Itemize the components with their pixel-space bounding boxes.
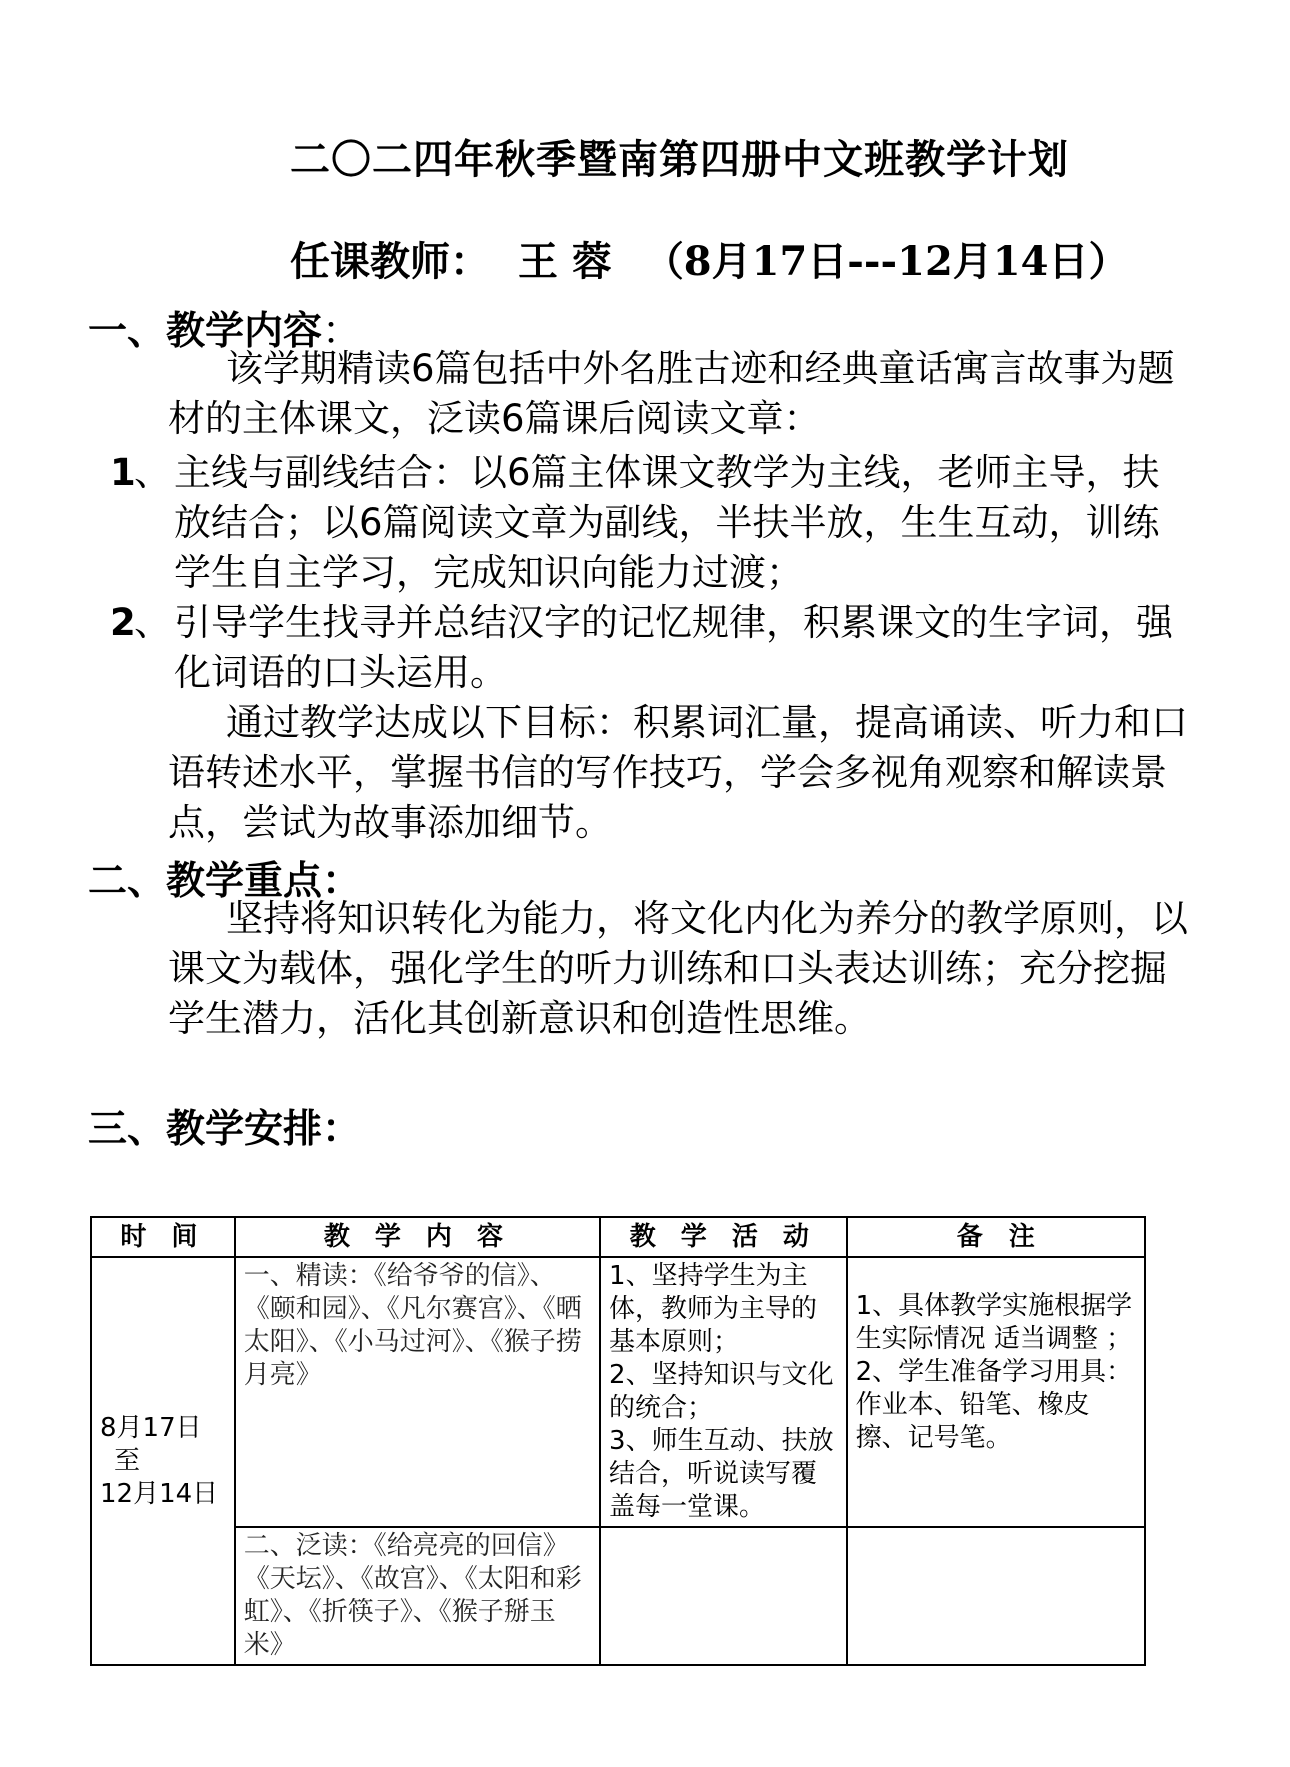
activity-item: 1、坚持学生为主体，教师为主导的基本原则；	[609, 1261, 818, 1357]
header-activities: 教 学 活 动	[600, 1217, 847, 1257]
time-start: 8月17日	[100, 1412, 202, 1443]
section1-heading-colon: ：	[322, 309, 362, 354]
section3-heading-colon: ：	[322, 1107, 362, 1152]
activity-item: 2、坚持知识与文化的统合；	[609, 1360, 834, 1423]
item-number: 1	[110, 451, 136, 494]
empty-notes-cell	[847, 1527, 1145, 1665]
section1-goals: 通过教学达成以下目标：积累词汇量，提高诵读、听力和口语转述水平，掌握书信的写作技巧，学会多视角观察和解读景点，尝试为故事添加细节。	[168, 701, 1188, 844]
item-number: 2	[110, 601, 136, 644]
table-header-row	[91, 1217, 1145, 1257]
time-cell	[91, 1257, 235, 1665]
activities-cell	[600, 1257, 847, 1527]
empty-activities-cell	[600, 1527, 847, 1665]
content-extensive-reading: 二、泛读：《给亮亮的回信》《天坛》、《故宫》、《太阳和彩虹》、《折筷子》、《猴子掰玉米》	[235, 1527, 600, 1665]
note-item: 2、学生准备学习用具：作业本、铅笔、橡皮擦、记号笔。	[855, 1357, 1133, 1453]
item-text: 主线与副线结合：以6篇主体课文教学为主线，老师主导，扶放结合；以6篇阅读文章为副线，半扶半放，生生互动，训练学生自主学习，完成知识向能力过渡；	[174, 451, 1160, 594]
teacher-line	[290, 230, 1128, 287]
activity-item: 3、师生互动、扶放结合，听说读写覆盖每一堂课。	[609, 1426, 834, 1522]
item-text: 引导学生找寻并总结汉字的记忆规律，积累课文的生字词，强化词语的口头运用。	[174, 601, 1173, 694]
header-content: 教 学 内 容	[235, 1217, 600, 1257]
section3-heading	[88, 1098, 361, 1154]
header-notes: 备 注	[847, 1217, 1145, 1257]
item-separator: 、	[134, 601, 171, 644]
table-row	[91, 1527, 1145, 1665]
section1-intro: 该学期精读6篇包括中外名胜古迹和经典童话寓言故事为题材的主体课文，泛读6篇课后阅读文章：	[168, 347, 1175, 440]
teacher-label: 任课教师：	[290, 239, 490, 285]
content-intensive-reading: 一、精读：《给爷爷的信》、《颐和园》、《凡尔赛宫》、《晒太阳》、《小马过河》、《猴子捞月亮》	[235, 1257, 600, 1527]
teacher-name: 王 蓉	[517, 239, 612, 285]
section2-heading-colon: ：	[322, 859, 362, 904]
time-to: 至	[114, 1445, 141, 1476]
time-end: 12月14日	[100, 1478, 219, 1509]
section1-item-2	[110, 598, 1190, 698]
section3-heading-text: 三、教学安排	[88, 1107, 323, 1152]
date-range: （8月17日---12月14日）	[643, 238, 1129, 285]
schedule-table	[90, 1216, 1146, 1666]
item-separator: 、	[134, 451, 171, 494]
section2-heading-text: 二、教学重点	[88, 859, 323, 904]
page-title: 二〇二四年秋季暨南第四册中文班教学计划	[290, 137, 1069, 183]
section2-text: 坚持将知识转化为能力，将文化内化为养分的教学原则，以课文为载体，强化学生的听力训练和口头表达训练；充分挖掘学生潜力，活化其创新意识和创造性思维。	[168, 897, 1188, 1040]
section1-item-1	[110, 448, 1190, 598]
header-time: 时 间	[91, 1217, 235, 1257]
notes-cell	[847, 1257, 1145, 1527]
note-item: 1、具体教学实施根据学生实际情况 适当调整 ；	[855, 1291, 1133, 1354]
table-row	[91, 1257, 1145, 1527]
section1-heading-text: 一、教学内容	[88, 309, 323, 354]
